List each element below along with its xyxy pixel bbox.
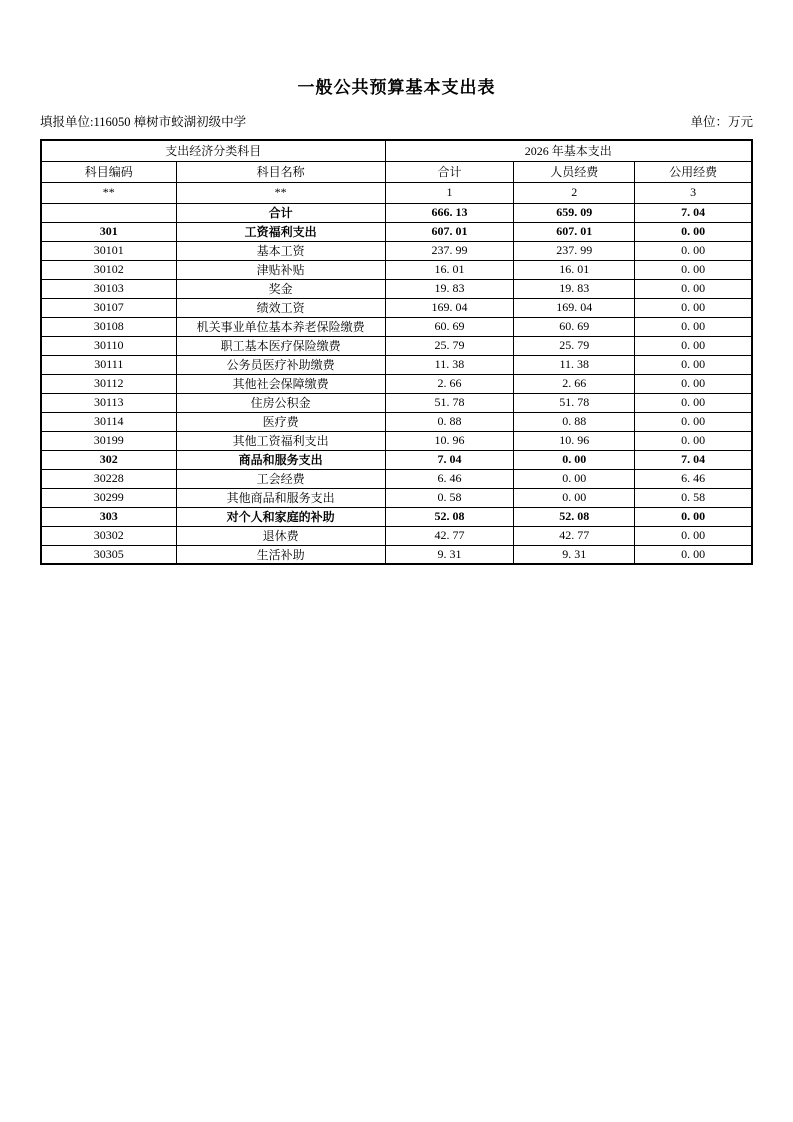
table-body: [41, 203, 752, 564]
cell-public: 0. 00: [635, 298, 752, 317]
header-columns-row: [41, 161, 752, 182]
cell-code: 301: [41, 222, 176, 241]
filler-unit-label: 填报单位:116050 樟树市蛟湖初级中学: [40, 115, 247, 129]
cell-personnel: 52. 08: [514, 507, 635, 526]
cell-name: 津贴补贴: [176, 260, 385, 279]
table-row: [41, 203, 752, 222]
cell-personnel: 51. 78: [514, 393, 635, 412]
cell-public: 0. 00: [635, 545, 752, 564]
cell-public: 0. 58: [635, 488, 752, 507]
cell-code: 30114: [41, 412, 176, 431]
cell-public: 7. 04: [635, 450, 752, 469]
cell-code: 30108: [41, 317, 176, 336]
cell-name: 绩效工资: [176, 298, 385, 317]
index-cell-name: **: [176, 182, 385, 203]
cell-total: 0. 88: [385, 412, 514, 431]
cell-code: 30113: [41, 393, 176, 412]
header-group-left: 支出经济分类科目: [41, 140, 385, 161]
table-row: [41, 488, 752, 507]
cell-total: 16. 01: [385, 260, 514, 279]
cell-public: 0. 00: [635, 222, 752, 241]
cell-personnel: 0. 00: [514, 450, 635, 469]
cell-name: 奖金: [176, 279, 385, 298]
cell-total: 19. 83: [385, 279, 514, 298]
cell-personnel: 0. 88: [514, 412, 635, 431]
cell-code: [41, 203, 176, 222]
cell-public: 0. 00: [635, 260, 752, 279]
cell-total: 7. 04: [385, 450, 514, 469]
cell-personnel: 25. 79: [514, 336, 635, 355]
cell-total: 6. 46: [385, 469, 514, 488]
column-header-total: 合计: [385, 161, 514, 182]
cell-public: 0. 00: [635, 393, 752, 412]
cell-public: 0. 00: [635, 241, 752, 260]
index-cell-total: 1: [385, 182, 514, 203]
cell-total: 60. 69: [385, 317, 514, 336]
cell-personnel: 60. 69: [514, 317, 635, 336]
cell-personnel: 42. 77: [514, 526, 635, 545]
table-row: [41, 222, 752, 241]
table-row: [41, 526, 752, 545]
cell-total: 169. 04: [385, 298, 514, 317]
cell-personnel: 169. 04: [514, 298, 635, 317]
cell-public: 0. 00: [635, 336, 752, 355]
cell-total: 10. 96: [385, 431, 514, 450]
cell-name: 退休费: [176, 526, 385, 545]
cell-code: 30112: [41, 374, 176, 393]
table-row: [41, 298, 752, 317]
index-cell-public: 3: [635, 182, 752, 203]
cell-code: 30111: [41, 355, 176, 374]
cell-name: 其他社会保障缴费: [176, 374, 385, 393]
index-cell-code: **: [41, 182, 176, 203]
meta-row: [40, 114, 753, 130]
cell-total: 2. 66: [385, 374, 514, 393]
page-title: 一般公共预算基本支出表: [297, 78, 496, 97]
table-row: [41, 469, 752, 488]
cell-total: 607. 01: [385, 222, 514, 241]
cell-personnel: 9. 31: [514, 545, 635, 564]
column-header-name: 科目名称: [176, 161, 385, 182]
cell-public: 0. 00: [635, 412, 752, 431]
header-group-row: [41, 140, 752, 161]
column-header-code: 科目编码: [41, 161, 176, 182]
cell-total: 666. 13: [385, 203, 514, 222]
cell-total: 9. 31: [385, 545, 514, 564]
cell-name: 职工基本医疗保险缴费: [176, 336, 385, 355]
cell-name: 生活补助: [176, 545, 385, 564]
column-header-public: 公用经费: [635, 161, 752, 182]
cell-public: 6. 46: [635, 469, 752, 488]
cell-personnel: 11. 38: [514, 355, 635, 374]
cell-public: 0. 00: [635, 374, 752, 393]
index-cell-personnel: 2: [514, 182, 635, 203]
cell-total: 0. 58: [385, 488, 514, 507]
cell-total: 11. 38: [385, 355, 514, 374]
cell-code: 302: [41, 450, 176, 469]
cell-name: 其他商品和服务支出: [176, 488, 385, 507]
table-row: [41, 374, 752, 393]
cell-name: 商品和服务支出: [176, 450, 385, 469]
cell-code: 30103: [41, 279, 176, 298]
cell-code: 30299: [41, 488, 176, 507]
cell-public: 0. 00: [635, 355, 752, 374]
cell-total: 25. 79: [385, 336, 514, 355]
cell-name: 其他工资福利支出: [176, 431, 385, 450]
cell-total: 237. 99: [385, 241, 514, 260]
cell-name: 医疗费: [176, 412, 385, 431]
cell-code: 303: [41, 507, 176, 526]
cell-personnel: 2. 66: [514, 374, 635, 393]
cell-personnel: 607. 01: [514, 222, 635, 241]
header-index-row: [41, 182, 752, 203]
cell-name: 工会经费: [176, 469, 385, 488]
cell-personnel: 19. 83: [514, 279, 635, 298]
cell-code: 30228: [41, 469, 176, 488]
cell-name: 公务员医疗补助缴费: [176, 355, 385, 374]
money-unit-label: 单位：万元: [690, 115, 753, 129]
cell-code: 30102: [41, 260, 176, 279]
table-row: [41, 393, 752, 412]
cell-public: 0. 00: [635, 431, 752, 450]
cell-total: 52. 08: [385, 507, 514, 526]
cell-code: 30302: [41, 526, 176, 545]
cell-name: 住房公积金: [176, 393, 385, 412]
cell-public: 0. 00: [635, 507, 752, 526]
table-row: [41, 317, 752, 336]
cell-public: 0. 00: [635, 279, 752, 298]
cell-code: 30101: [41, 241, 176, 260]
cell-code: 30107: [41, 298, 176, 317]
table-row: [41, 412, 752, 431]
cell-code: 30199: [41, 431, 176, 450]
cell-personnel: 16. 01: [514, 260, 635, 279]
header-group-right: 2026 年基本支出: [385, 140, 752, 161]
column-header-personnel: 人员经费: [514, 161, 635, 182]
table-row: [41, 241, 752, 260]
table-row: [41, 431, 752, 450]
table-row: [41, 279, 752, 298]
cell-name: 合计: [176, 203, 385, 222]
budget-table: [40, 139, 753, 565]
cell-personnel: 237. 99: [514, 241, 635, 260]
cell-public: 0. 00: [635, 526, 752, 545]
cell-personnel: 0. 00: [514, 488, 635, 507]
table-row: [41, 450, 752, 469]
cell-name: 工资福利支出: [176, 222, 385, 241]
table-header: [41, 140, 752, 203]
cell-name: 基本工资: [176, 241, 385, 260]
cell-personnel: 10. 96: [514, 431, 635, 450]
cell-code: 30305: [41, 545, 176, 564]
table-row: [41, 545, 752, 564]
table-row: [41, 336, 752, 355]
cell-code: 30110: [41, 336, 176, 355]
cell-public: 0. 00: [635, 317, 752, 336]
table-row: [41, 507, 752, 526]
cell-total: 51. 78: [385, 393, 514, 412]
cell-name: 机关事业单位基本养老保险缴费: [176, 317, 385, 336]
table-row: [41, 260, 752, 279]
cell-personnel: 0. 00: [514, 469, 635, 488]
cell-name: 对个人和家庭的补助: [176, 507, 385, 526]
table-row: [41, 355, 752, 374]
cell-personnel: 659. 09: [514, 203, 635, 222]
cell-public: 7. 04: [635, 203, 752, 222]
cell-total: 42. 77: [385, 526, 514, 545]
